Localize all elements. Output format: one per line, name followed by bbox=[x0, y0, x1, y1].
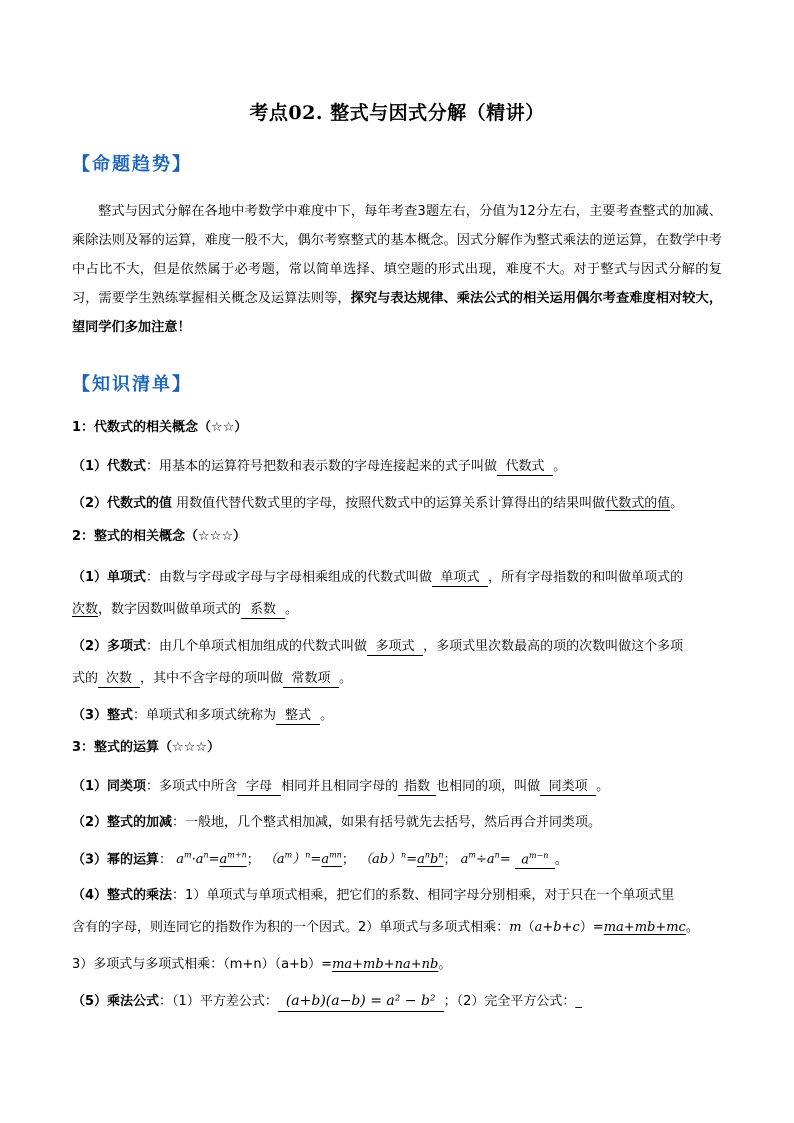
text: ，多项式里次数最高的项的次数叫做这个多项 bbox=[423, 639, 684, 654]
text: ：多项式中所含 bbox=[146, 779, 238, 794]
punct: 。 bbox=[685, 920, 699, 935]
k3-heading: 3：整式的运算（☆☆☆） bbox=[72, 740, 221, 755]
k1-heading: 1：代数式的相关概念（☆☆） bbox=[72, 420, 248, 435]
text: 相同并且相同字母的 bbox=[281, 779, 399, 794]
section-heading-trend: 【命题趋势】 bbox=[72, 154, 192, 175]
punct: 。 bbox=[553, 459, 567, 474]
trend-paragraph-bold: 探究与表达规律、乘法公式的相关运用偶尔考查难度相对较大，望同学们多加注意！ bbox=[72, 291, 723, 335]
k3-answer-letter: 字母 bbox=[237, 779, 281, 796]
k3-answer-poly-poly: ma+mb+na+nb bbox=[332, 957, 439, 972]
trend-paragraph bbox=[72, 197, 722, 342]
punct: 。 bbox=[285, 602, 299, 617]
k2-item3 bbox=[72, 704, 333, 725]
k3-item3-label: （3）幂的运算 bbox=[72, 852, 160, 868]
text: 3）多项式与多项式相乘：（m+n）（a+b）= bbox=[72, 957, 333, 972]
punct: 。 bbox=[320, 708, 334, 723]
k3-answer-like-terms: 同类项 bbox=[540, 779, 596, 796]
k1-item2 bbox=[72, 492, 683, 511]
k2-answer-integral: 整式 bbox=[276, 708, 320, 725]
k2-item3-label: （3）整式 bbox=[72, 708, 134, 723]
text: ，数字因数叫做单项式的 bbox=[98, 602, 242, 617]
k3-item4-line2: 含有的字母，则连同它的指数作为积的一个因式。2）单项式与多项式相乘：m（a+b+c）=ma+mb+mc。 bbox=[72, 920, 699, 935]
k3-answer-mono-poly: ma+mb+mc bbox=[603, 920, 686, 935]
power-rule-product: $a^m\cdot a^n=a^{m+n}$ bbox=[176, 851, 247, 868]
k3-item2-label: （2）整式的加减 bbox=[72, 815, 173, 830]
k2-item2-line1 bbox=[72, 635, 683, 656]
text: 也相同的项，叫做 bbox=[436, 779, 541, 794]
k1-item1-answer: 代数式 bbox=[497, 459, 553, 476]
k2-answer-poly-degree: 次数 bbox=[98, 671, 140, 688]
k3-item4-line3 bbox=[72, 953, 451, 972]
k1-item1 bbox=[72, 455, 566, 476]
k2-item1-label: （1）单项式 bbox=[72, 570, 147, 585]
power-rule-power: $(a^m)^n=a^{mn}$ bbox=[263, 851, 342, 868]
k2-heading: 2：整式的相关概念（☆☆☆） bbox=[72, 529, 247, 544]
text: ： bbox=[159, 852, 173, 868]
k3-item5-label: （5）乘法公式 bbox=[72, 994, 160, 1009]
k1-item1-text: ：用基本的运算符号把数和表示数的字母连接起来的式子叫做 bbox=[146, 459, 498, 474]
k1-item2-answer: 代数式的值 bbox=[605, 496, 671, 511]
section-heading-knowledge: 【知识清单】 bbox=[72, 374, 192, 395]
page-title: 考点02. 整式与因式分解（精讲） bbox=[249, 102, 545, 124]
text: 含有的字母，则连同它的指数作为积的一个因式。2）单项式与多项式相乘： bbox=[72, 920, 510, 935]
text: ：（1）平方差公式： bbox=[159, 994, 278, 1009]
text: ：由数与字母或字母与字母相乘组成的代数式叫做 bbox=[146, 570, 433, 585]
text: ：单项式和多项式统称为 bbox=[133, 708, 277, 723]
text: 式的 bbox=[72, 671, 99, 686]
k3-item2 bbox=[72, 811, 601, 830]
k3-item1 bbox=[72, 775, 609, 796]
k3-item3: （3）幂的运算： $a^m\cdot a^n=a^{m+n}$； $(a^m)^n=a^{mn}$； $(ab)^n=a^nb^n$； $a^m\div a^n= a^{m-n}$ 。 bbox=[72, 848, 568, 869]
k2-item1-line1 bbox=[72, 566, 683, 587]
k1-item1-label: （1）代数式 bbox=[72, 459, 147, 474]
k3-item5 bbox=[72, 990, 582, 1012]
text: ；（2）完全平方公式：_ bbox=[443, 994, 582, 1009]
punct: 。 bbox=[438, 957, 452, 972]
k2-answer-coefficient: 系数 bbox=[241, 602, 285, 619]
text: ：由几个单项式相加组成的代数式叫做 bbox=[146, 639, 368, 654]
k3-answer-exponent: 指数 bbox=[398, 779, 436, 796]
k2-answer-monomial: 单项式 bbox=[432, 570, 488, 587]
k1-item2-label: （2）代数式的值 bbox=[72, 496, 173, 511]
k3-item4-label: （4）整式的乘法 bbox=[72, 888, 173, 903]
k2-item2-label: （2）多项式 bbox=[72, 639, 147, 654]
power-rule-quotient: $a^m\div a^n= a^{m-n}$ bbox=[461, 852, 555, 867]
k3-item1-label: （1）同类项 bbox=[72, 779, 147, 794]
punct: 。 bbox=[596, 779, 610, 794]
trend-paragraph-text: 整式与因式分解在各地中考数学中难度中下，每年考查3题左右，分值为12分左右，主要考查整式的加减、乘除法则及幂的运算，难度一般不大，偶尔考察整式的基本概念。因式分解作为整式乘法的逆运算，在数学中考中占比不大，但是依然属于必考题，常以简单选择、填空题的形式出现，难度不大。对于整式与因式分解的复习，需要学生熟练掌握相关概念及运算法则等， bbox=[72, 204, 722, 306]
k2-answer-polynomial: 多项式 bbox=[367, 639, 423, 656]
power-rule-product-power: $(ab)^n=a^nb^n$ bbox=[358, 851, 444, 868]
text: ，所有字母指数的和叫做单项式的 bbox=[488, 570, 684, 585]
k3-item4-line1 bbox=[72, 884, 674, 903]
text: ，其中不含字母的项叫做 bbox=[140, 671, 284, 686]
k2-answer-degree: 次数 bbox=[72, 602, 99, 617]
k1-item2-text: 用数值代替代数式里的字母，按照代数式中的运算关系计算得出的结果叫做 bbox=[172, 496, 606, 511]
k2-item2-line2 bbox=[72, 667, 352, 688]
difference-of-squares-formula: (a+b)(a−b) = a² − b² bbox=[278, 993, 444, 1012]
k2-answer-constant: 常数项 bbox=[283, 671, 339, 688]
punct: 。 bbox=[339, 671, 353, 686]
text: ：1）单项式与单项式相乘，把它们的系数、相同字母分别相乘，对于只在一个单项式里 bbox=[172, 888, 675, 903]
k2-item1-line2 bbox=[72, 598, 298, 619]
punct: 。 bbox=[670, 496, 684, 511]
text: ：一般地，几个整式相加减，如果有括号就先去括号，然后再合并同类项。 bbox=[172, 815, 602, 830]
